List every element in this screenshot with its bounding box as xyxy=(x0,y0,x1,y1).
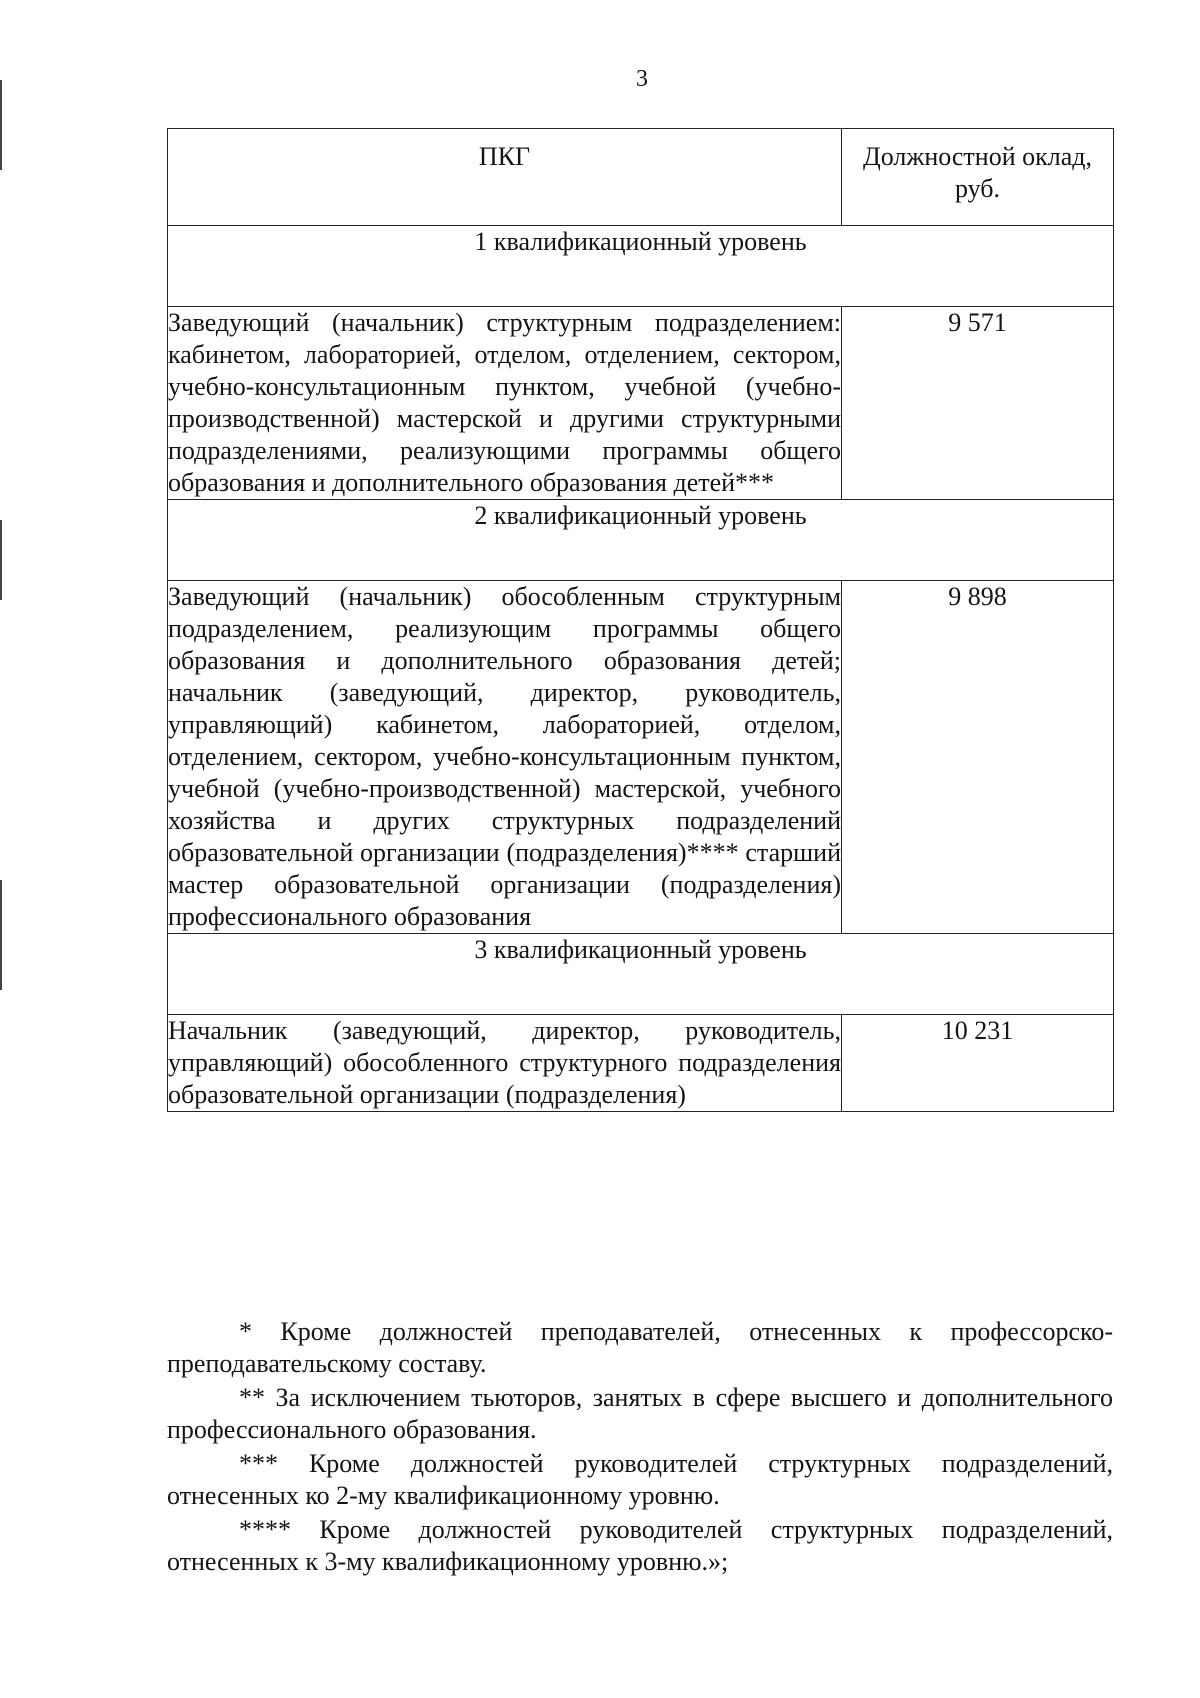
salary-table xyxy=(167,128,1114,1112)
position-row xyxy=(168,307,1114,500)
header-salary: Должностной оклад, руб. xyxy=(842,129,1114,226)
level-title: 3 квалификационный уровень xyxy=(168,934,1114,1015)
scan-edge-mark xyxy=(0,880,2,990)
footnote: ** За исключением тьюторов, занятых в сфере высшего и дополнительного профессионального образования. xyxy=(167,1383,1113,1444)
level-title: 2 квалификационный уровень xyxy=(168,500,1114,581)
position-row xyxy=(168,1015,1114,1112)
position-row xyxy=(168,581,1114,934)
table-header-row xyxy=(168,129,1114,226)
scan-edge-mark xyxy=(0,520,2,600)
salary-value: 9 571 xyxy=(842,307,1114,500)
header-pkg: ПКГ xyxy=(168,129,842,226)
footnote: **** Кроме должностей руководителей структурных подразделений, отнесенных к 3-му квалификационному уровню.»; xyxy=(167,1515,1113,1576)
position-text: Заведующий (начальник) обособленным структурным подразделением, реализующим программы общего образования и дополнительного образования детей; начальник (заведующий, директор, руководитель, управляющий) кабинетом, лабораторией, отделом, отделением, сектором, учебно-консультационным пунктом, учебной (учебно-производственной) мастерской, учебного хозяйства и других структурных подразделений образовательной организации (подразделения)**** старший мастер образовательной организации (подразделения) профессионального образования xyxy=(168,581,842,934)
position-text: Начальник (заведующий, директор, руководитель, управляющий) обособленного структурного подразделения образовательной организации (подразделения) xyxy=(168,1015,842,1112)
position-text: Заведующий (начальник) структурным подразделением: кабинетом, лабораторией, отделом, отделением, сектором, учебно-консультационным пунктом, учебной (учебно-производственной) мастерской и другими структурными подразделениями, реализующими программы общего образования и дополнительного образования детей*** xyxy=(168,307,842,500)
scan-edge-mark xyxy=(0,80,2,170)
footnote: * Кроме должностей преподавателей, отнесенных к профессорско-преподавательскому составу. xyxy=(167,1317,1113,1378)
salary-value: 10 231 xyxy=(842,1015,1114,1112)
footnotes xyxy=(167,1316,1113,1580)
level-title: 1 квалификационный уровень xyxy=(168,226,1114,307)
footnote: *** Кроме должностей руководителей структурных подразделений, отнесенных ко 2-му квалификационному уровню. xyxy=(167,1449,1113,1510)
page-number: 3 xyxy=(636,66,648,92)
level-row xyxy=(168,934,1114,1015)
level-row xyxy=(168,226,1114,307)
salary-value: 9 898 xyxy=(842,581,1114,934)
level-row xyxy=(168,500,1114,581)
